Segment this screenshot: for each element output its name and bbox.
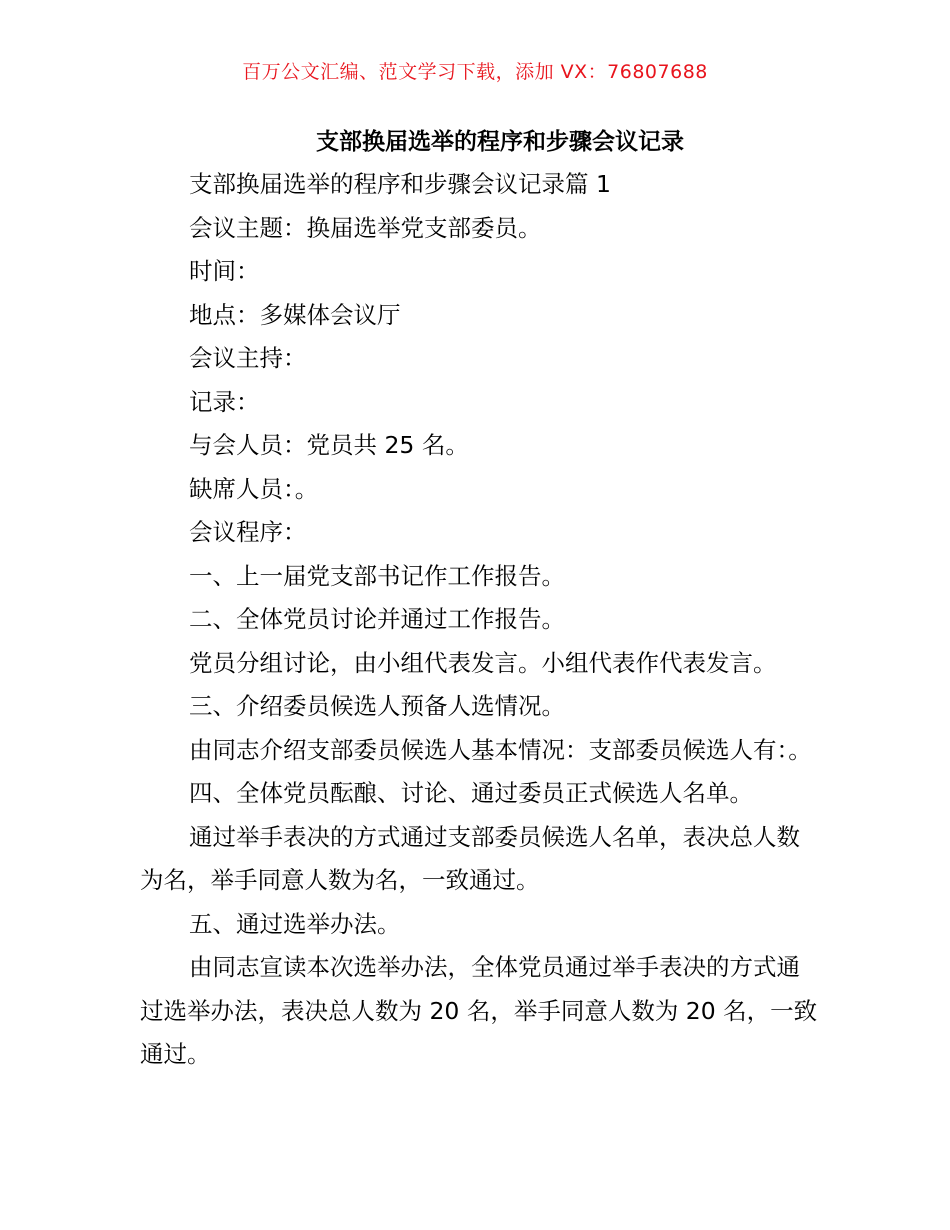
document-body — [140, 163, 820, 1077]
meeting-theme: 会议主题：换届选举党支部委员。 — [189, 213, 542, 242]
meeting-time: 时间： — [189, 257, 260, 285]
agenda-step-2-detail: 党员分组讨论，由小组代表发言。小组代表作代表发言。 — [189, 648, 777, 677]
agenda-step-3-detail: 由同志介绍支部委员候选人基本情况：支部委员候选人有：。 — [189, 735, 812, 764]
document-title: 支部换届选举的程序和步骤会议记录 — [316, 129, 684, 155]
agenda-step-1: 一、上一届党支部书记作工作报告。 — [189, 561, 565, 590]
meeting-attendees: 与会人员：党员共 25 名。 — [189, 431, 469, 459]
meeting-recorder: 记录： — [189, 387, 260, 416]
agenda-step-2: 二、全体党员讨论并通过工作报告。 — [189, 605, 565, 633]
meeting-host: 会议主持： — [189, 344, 307, 372]
agenda-step-5-detail: 由同志宣读本次选举办法，全体党员通过举手表决的方式通过选举办法，表决总人数为 20 名，举手同意人数为 20 名，一致通过。 — [140, 953, 818, 1068]
agenda-step-3: 三、介绍委员候选人预备人选情况。 — [189, 692, 565, 720]
subtitle-line: 支部换届选举的程序和步骤会议记录篇 1 — [189, 170, 611, 198]
agenda-heading: 会议程序： — [189, 518, 307, 546]
meeting-location: 地点：多媒体会议厅 — [189, 300, 401, 329]
watermark-banner: 百万公文汇编、范文学习下载，添加 VX：76807688 — [242, 61, 708, 83]
agenda-step-5: 五、通过选举办法。 — [189, 909, 401, 938]
meeting-absentees: 缺席人员：。 — [189, 474, 319, 503]
agenda-step-4: 四、全体党员酝酿、讨论、通过委员正式候选人名单。 — [189, 779, 753, 807]
agenda-step-4-detail: 通过举手表决的方式通过支部委员候选人名单，表决总人数为名，举手同意人数为名，一致通过。 — [140, 822, 800, 894]
